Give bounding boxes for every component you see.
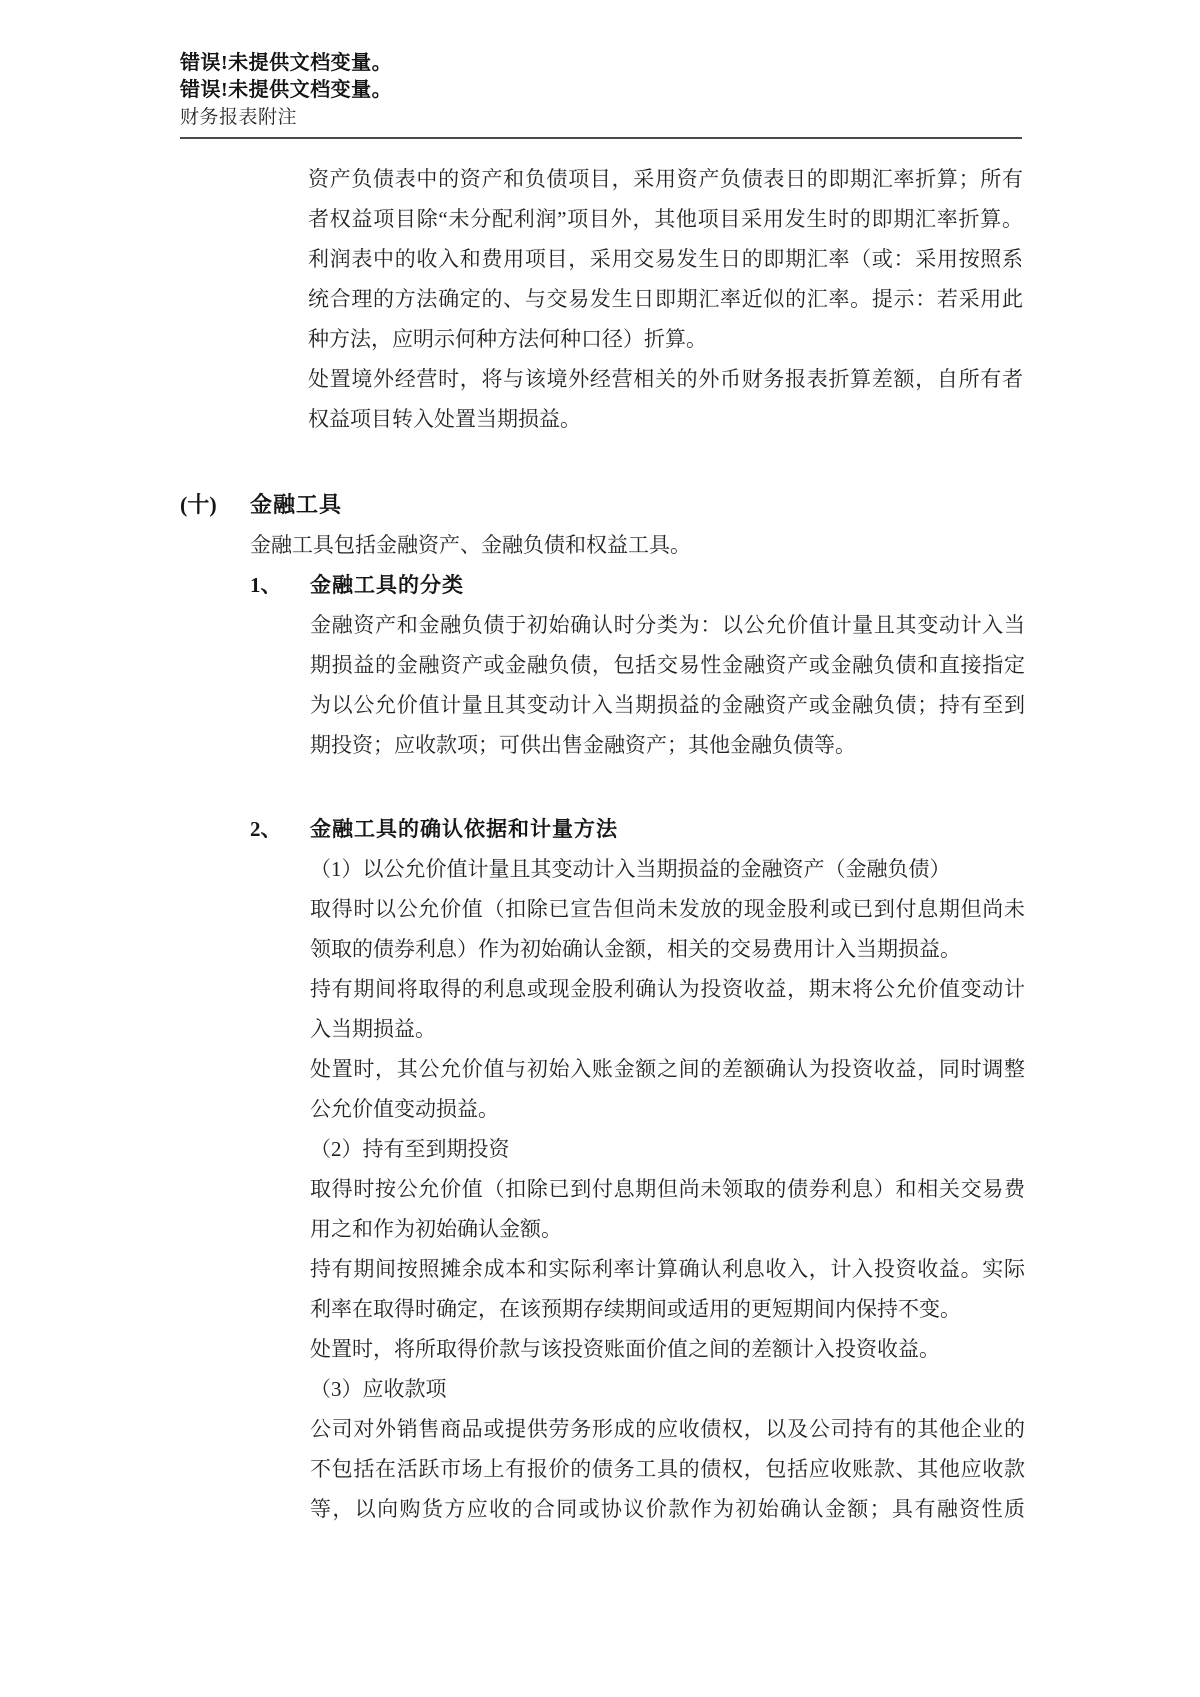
- text-line: 金融工具包括金融资产、金融负债和权益工具。: [250, 533, 691, 557]
- page-header: [180, 50, 1022, 139]
- subsection-1-title: 金融工具的分类: [310, 573, 464, 597]
- header-divider: [180, 137, 1022, 139]
- text-line: 取得时按公允价值（扣除已到付息期但尚未领取的债券利息）和相关交易费: [310, 1177, 1025, 1201]
- paragraph: [310, 1169, 1025, 1249]
- section-intro-paragraph: [250, 525, 1022, 565]
- text-line: 权益项目转入处置当期损益。: [308, 407, 581, 431]
- paragraph: [310, 1249, 1025, 1329]
- text-line: 种方法，应明示何种方法何种口径）折算。: [308, 327, 707, 351]
- text-line: 期投资；应收款项；可供出售金融资产；其他金融负债等。: [310, 733, 856, 757]
- paragraph: [308, 359, 1022, 439]
- text-line: （1）以公允价值计量且其变动计入当期损益的金融资产（金融负债）: [310, 857, 951, 881]
- paragraph: [310, 1129, 1022, 1169]
- subsection-1-number: 1、: [250, 573, 282, 597]
- text-line: 利润表中的收入和费用项目，采用交易发生日的即期汇率（或：采用按照系: [308, 247, 1023, 271]
- text-line: 等，以向购货方应收的合同或协议价款作为初始确认金额；具有融资性质: [310, 1497, 1025, 1521]
- subsection-classification: [250, 565, 1025, 765]
- text-line: 领取的债券利息）作为初始确认金额，相关的交易费用计入当期损益。: [310, 937, 961, 961]
- text-line: 持有期间按照摊余成本和实际利率计算确认利息收入，计入投资收益。实际: [310, 1257, 1025, 1281]
- text-line: 入当期损益。: [310, 1017, 436, 1041]
- section-body: [250, 525, 1025, 1529]
- text-line: 取得时以公允价值（扣除已宣告但尚未发放的现金股利或已到付息期但尚未: [310, 897, 1025, 921]
- paragraph: [310, 849, 1022, 889]
- section-title: 金融工具: [250, 492, 343, 517]
- text-line: 公司对外销售商品或提供劳务形成的应收债权，以及公司持有的其他企业的: [310, 1417, 1025, 1441]
- text-line: （3）应收款项: [310, 1377, 447, 1401]
- subsection-1-heading: [250, 565, 1022, 605]
- foreign-currency-paragraphs: [308, 159, 1022, 439]
- paragraph: [310, 1369, 1022, 1409]
- header-line-3: 财务报表附注: [180, 107, 298, 128]
- paragraph: [250, 525, 1022, 565]
- paragraph: [310, 1329, 1022, 1369]
- header-line-1: 错误!未提供文档变量。: [180, 52, 393, 74]
- paragraph: [310, 1409, 1025, 1529]
- paragraph: [308, 159, 1022, 359]
- text-line: 持有期间将取得的利息或现金股利确认为投资收益，期末将公允价值变动计: [310, 977, 1025, 1001]
- text-line: 资产负债表中的资产和负债项目，采用资产负债表日的即期汇率折算；所有: [308, 167, 1023, 191]
- text-line: 为以公允价值计量且其变动计入当期损益的金融资产或金融负债；持有至到: [310, 693, 1025, 717]
- document-body: [180, 159, 1025, 1529]
- section-heading: [180, 485, 1022, 525]
- section-financial-instruments: [180, 485, 1025, 1529]
- paragraph: [310, 1049, 1025, 1129]
- subsection-recognition-measurement: [250, 809, 1025, 1529]
- paragraph: [310, 605, 1025, 765]
- text-line: 处置境外经营时，将与该境外经营相关的外币财务报表折算差额，自所有者: [308, 367, 1023, 391]
- subsection-2-body: [310, 849, 1025, 1529]
- paragraph: [310, 889, 1025, 969]
- text-line: 利率在取得时确定，在该预期存续期间或适用的更短期间内保持不变。: [310, 1297, 961, 1321]
- text-line: 不包括在活跃市场上有报价的债务工具的债权，包括应收账款、其他应收款: [310, 1457, 1025, 1481]
- subsection-2-heading: [250, 809, 1022, 849]
- subsection-1-body: [310, 605, 1025, 765]
- text-line: 公允价值变动损益。: [310, 1097, 499, 1121]
- text-line: 者权益项目除“未分配利润”项目外，其他项目采用发生时的即期汇率折算。: [308, 207, 1023, 231]
- section-number: (十): [180, 492, 217, 517]
- text-line: 处置时，其公允价值与初始入账金额之间的差额确认为投资收益，同时调整: [310, 1057, 1025, 1081]
- text-line: 期损益的金融资产或金融负债，包括交易性金融资产或金融负债和直接指定: [310, 653, 1025, 677]
- text-line: 金融资产和金融负债于初始确认时分类为：以公允价值计量且其变动计入当: [310, 613, 1025, 637]
- header-line-2: 错误!未提供文档变量。: [180, 79, 393, 101]
- text-line: 处置时，将所取得价款与该投资账面价值之间的差额计入投资收益。: [310, 1337, 940, 1361]
- text-line: 统合理的方法确定的、与交易发生日即期汇率近似的汇率。提示：若采用此: [308, 287, 1023, 311]
- subsection-2-number: 2、: [250, 817, 282, 841]
- text-line: （2）持有至到期投资: [310, 1137, 510, 1161]
- paragraph: [310, 969, 1025, 1049]
- subsection-2-title: 金融工具的确认依据和计量方法: [310, 817, 618, 841]
- text-line: 用之和作为初始确认金额。: [310, 1217, 562, 1241]
